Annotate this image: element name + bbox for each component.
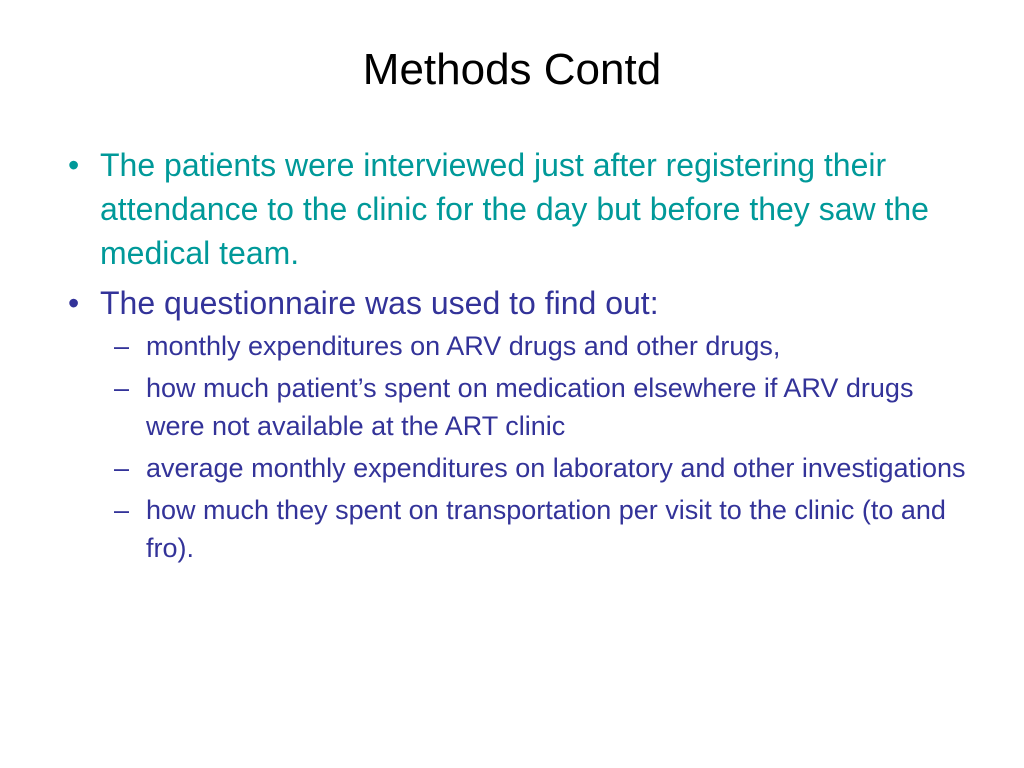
sub-bullet-text: how much patient’s spent on medication elsewhere if ARV drugs were not available at the ART clinic <box>146 373 914 441</box>
sub-bullet-item <box>114 491 978 567</box>
bullet-text: The questionnaire was used to find out: <box>100 285 659 321</box>
dash-marker: – <box>114 373 130 403</box>
slide-title: Methods Contd <box>362 45 662 94</box>
sub-bullet-item <box>114 369 978 445</box>
bullet-item <box>68 281 978 325</box>
dash-marker: – <box>114 453 130 483</box>
sub-bullet-text: average monthly expenditures on laboratory and other investigations <box>146 453 966 483</box>
slide-body <box>68 143 978 567</box>
bullet-text: The patients were interviewed just after registering their attendance to the clinic for the day but before they saw the medical team. <box>100 147 929 271</box>
sub-bullet-text: how much they spent on transportation per visit to the clinic (to and fro). <box>146 495 946 563</box>
bullet-marker: • <box>68 285 80 321</box>
bullet-marker: • <box>68 147 80 183</box>
bullet-item <box>68 143 978 275</box>
dash-marker: – <box>114 331 130 361</box>
sub-bullet-item <box>114 327 978 365</box>
dash-marker: – <box>114 495 130 525</box>
sub-bullet-text: monthly expenditures on ARV drugs and other drugs, <box>146 331 781 361</box>
sub-bullet-item <box>114 449 978 487</box>
